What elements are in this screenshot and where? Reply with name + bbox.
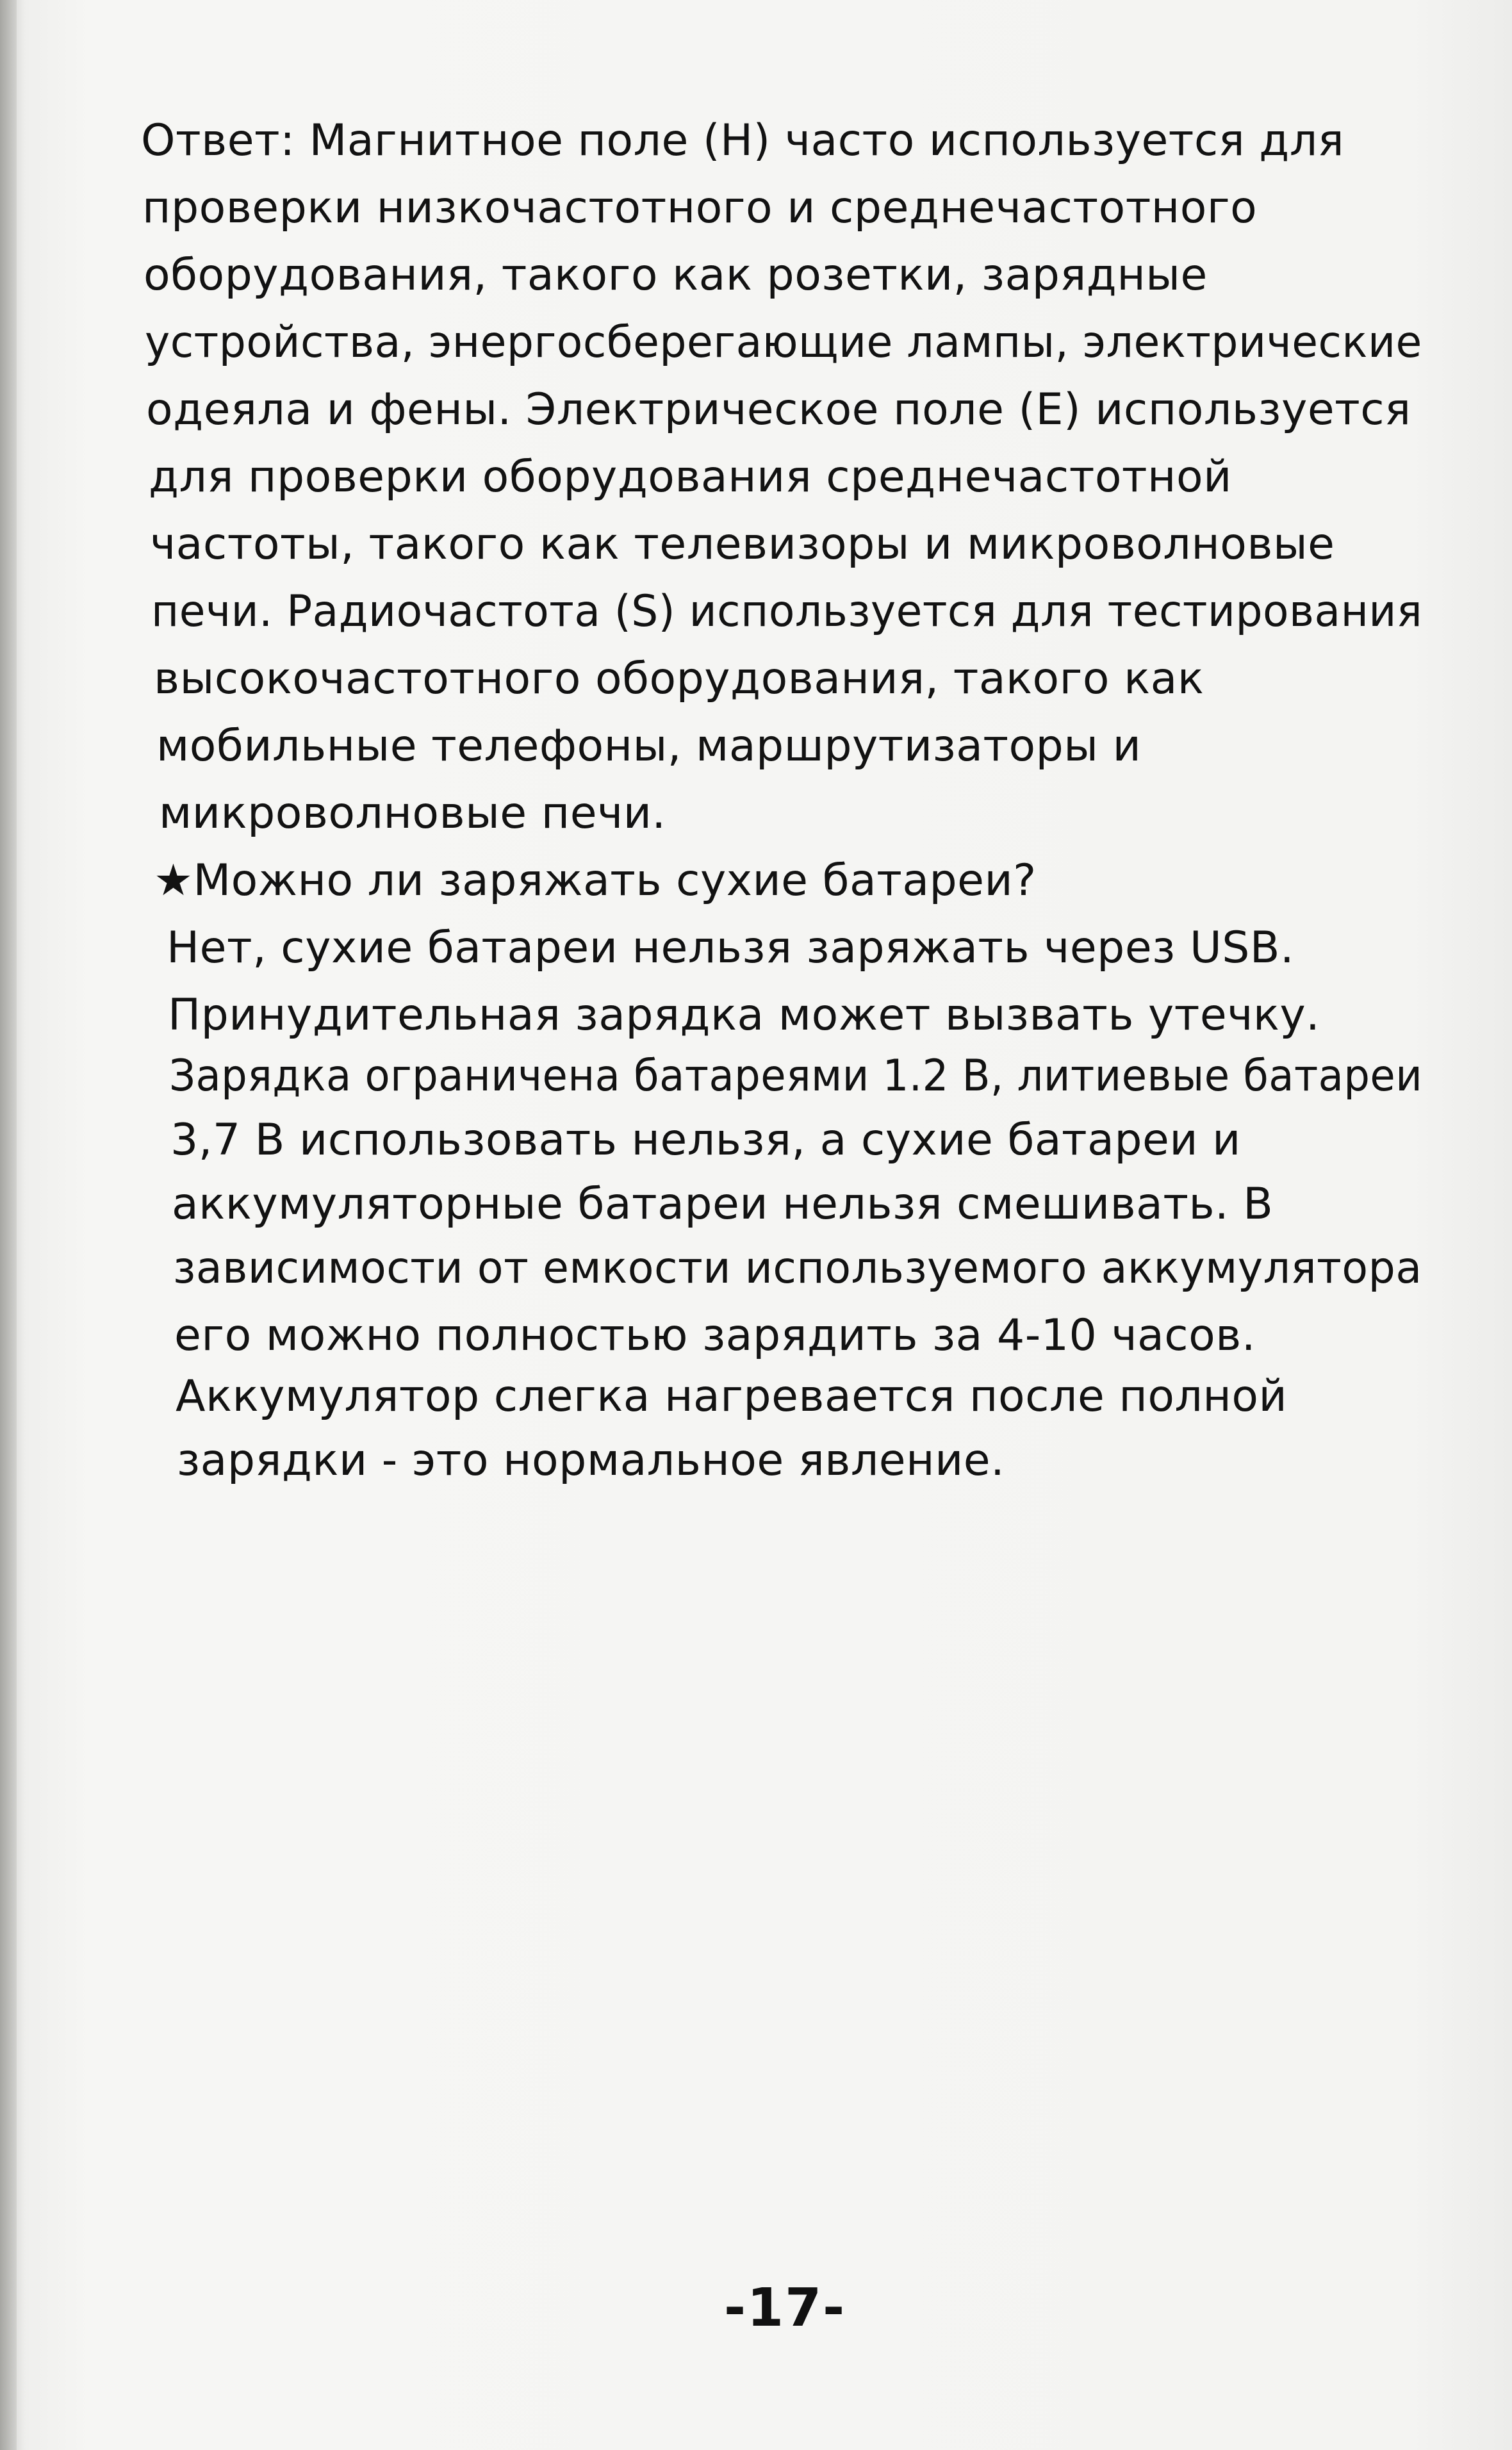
answer-line-10: мобильные телефоны, маршрутизаторы и bbox=[156, 721, 1142, 771]
answer-line-7: частоты, такого как телевизоры и микроволновые bbox=[150, 519, 1335, 570]
answer2-line-3: Зарядка ограничена батареями 1.2 В, литиевые батареи bbox=[169, 1051, 1423, 1101]
answer-line-2: проверки низкочастотного и среднечастотного bbox=[142, 183, 1258, 233]
answer-line-3: оборудования, такого как розетки, зарядные bbox=[144, 250, 1208, 300]
answer-line-9: высокочастотного оборудования, такого как bbox=[154, 654, 1204, 704]
question-line bbox=[154, 855, 1037, 907]
answer2-line-2: Принудительная зарядка может вызвать утечку. bbox=[168, 990, 1320, 1040]
answer2-line-9: зарядки - это нормальное явление. bbox=[177, 1435, 1005, 1486]
answer2-line-7: его можно полностью зарядить за 4-10 часов. bbox=[174, 1310, 1256, 1361]
page-number: -17- bbox=[724, 2278, 846, 2339]
answer-line-8: печи. Радиочастота (S) используется для тестирования bbox=[151, 586, 1423, 637]
star-icon: ★ bbox=[154, 855, 193, 906]
answer2-line-5: аккумуляторные батареи нельзя смешивать. В bbox=[172, 1179, 1274, 1229]
answer-line-1: Ответ: Магнитное поле (Н) часто используется для bbox=[141, 115, 1345, 166]
question-text: Можно ли заряжать сухие батареи? bbox=[193, 855, 1037, 906]
answer-line-5: одеяла и фены. Электрическое поле (Е) используется bbox=[146, 384, 1411, 435]
answer2-line-1: Нет, сухие батареи нельзя заряжать через USB. bbox=[167, 923, 1295, 973]
answer-line-11: микроволновые печи. bbox=[159, 788, 666, 839]
answer-line-6: для проверки оборудования среднечастотной bbox=[149, 452, 1232, 502]
answer2-line-8: Аккумулятор слегка нагревается после полной bbox=[176, 1371, 1288, 1422]
page-binding-edge bbox=[0, 0, 17, 2450]
answer-line-4: устройства, энергосберегающие лампы, электрические bbox=[145, 317, 1422, 368]
answer2-line-4: 3,7 В использовать нельзя, а сухие батареи и bbox=[170, 1115, 1241, 1165]
answer2-line-6: зависимости от емкости используемого аккумулятора bbox=[173, 1243, 1422, 1294]
